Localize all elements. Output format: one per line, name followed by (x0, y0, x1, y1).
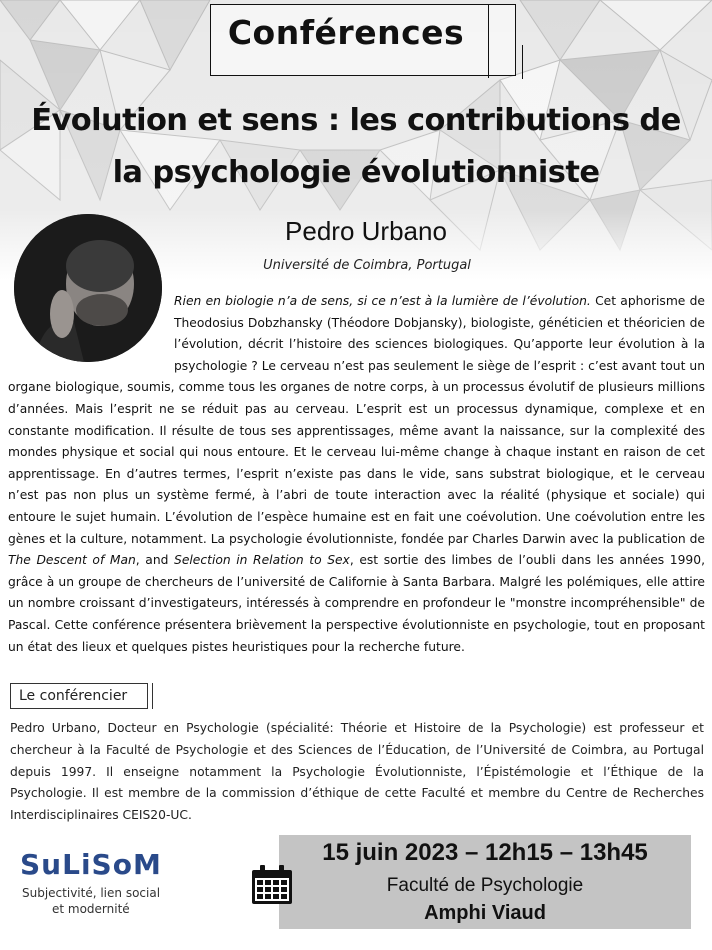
bio-heading-box (10, 683, 148, 709)
event-datetime: 15 juin 2023 – 12h15 – 13h45 (322, 839, 648, 866)
bio-heading-divider (152, 683, 153, 709)
abstract-part-3: , est sortie des limbes de l’oubli dans les années 1990, grâce à un groupe de chercheurs de l’université de Californie à Santa Barbara. Malgré les polémiques, elle attire un nombre croissant d’investigateurs, intéressés à comprendre en profondeur le "monstre incompréhensible" de Pascal. Cette conférence présentera brièvement la perspective évolutionniste en psychologie, tout en proposant un état des lieux et quelques pistes heuristiques pour la recherche future. (8, 553, 705, 654)
header-box-accent (522, 45, 523, 79)
abstract-text (8, 291, 705, 658)
organizer-tagline-line-1: Subjectivité, lien social (22, 886, 161, 900)
header-title-box (210, 4, 516, 76)
event-title-line-2: la psychologie évolutionniste (112, 155, 600, 190)
event-info-box (279, 835, 691, 929)
event-room: Amphi Viaud (424, 902, 546, 924)
calendar-icon (250, 864, 294, 906)
header-title: Conférences (227, 13, 465, 52)
speaker-name: Pedro Urbano (285, 216, 447, 246)
event-title-line-1: Évolution et sens : les contributions de (31, 103, 681, 138)
header-box-divider (488, 4, 489, 78)
event-venue: Faculté de Psychologie (386, 875, 584, 896)
book-title-selection: Selection in Relation to Sex (174, 553, 350, 568)
speaker-affiliation: Université de Coimbra, Portugal (263, 258, 471, 273)
abstract-part-2: , and (135, 553, 175, 568)
organizer-logo (20, 848, 220, 918)
bio-heading: Le conférencier (19, 688, 128, 704)
event-title (0, 95, 712, 199)
abstract-quote: Rien en biologie n’a de sens, si ce n’est à la lumière de l’évolution. (174, 294, 591, 308)
organizer-name: SuLiSoM (20, 848, 162, 881)
photo-wrap-spacer (8, 291, 174, 377)
speaker-bio: Pedro Urbano, Docteur en Psychologie (spécialité: Théorie et Histoire de la Psychologie) est professeur et chercheur à la Faculté de Psychologie et des Sciences de l’Éducation, de l’Université de Coimbra, au Portugal depuis 1997. Il enseigne notamment la Psychologie Évolutionniste, l’Épistémologie et l’Éthique de la Psychologie. Il est membre de la commission d’éthique de cette Faculté et membre du Centre de Recherches Interdisciplinaires CEIS20-UC. (10, 721, 704, 823)
abstract-part-1: Cet aphorisme de Theodosius Dobzhansky (Théodore Dobjansky), biologiste, généticien et théoricien de l’évolution, décrit l’histoire des sciences biologiques. Qu’apporte leur évolution à la psychologie ? Le cerveau n’est pas seulement le siège de l’esprit : c’est avant tout un organe biologique, soumis, comme tous les organes de notre corps, à un processus évolutif de plusieurs millions d’années. Mais l’esprit ne se réduit pas au cerveau. L’esprit est un processus dynamique, complexe et en constante modification. Il résulte de tous ses apprentissages, même avant la naissance, sur la complexité des mondes physique et social qui nous entoure. Et le cerveau lui-même change à chaque instant en raison de cet apprentissage. En d’autres termes, l’esprit n’existe pas dans le vide, sans substrat biologique, et le cerveau n’est pas non plus un système fermé, à l’abri de toute interaction avec la réalité (physique et sociale) qui entoure le sujet humain. L’évolution de l’espèce humaine est en fait une coévolution. Une coévolution entre les gènes et la culture, notamment. La psychologie évolutionniste, fondée par Charles Darwin avec la publication de (8, 294, 705, 546)
book-title-descent: The Descent of Man (8, 553, 136, 568)
organizer-tagline-line-2: et modernité (52, 902, 130, 916)
